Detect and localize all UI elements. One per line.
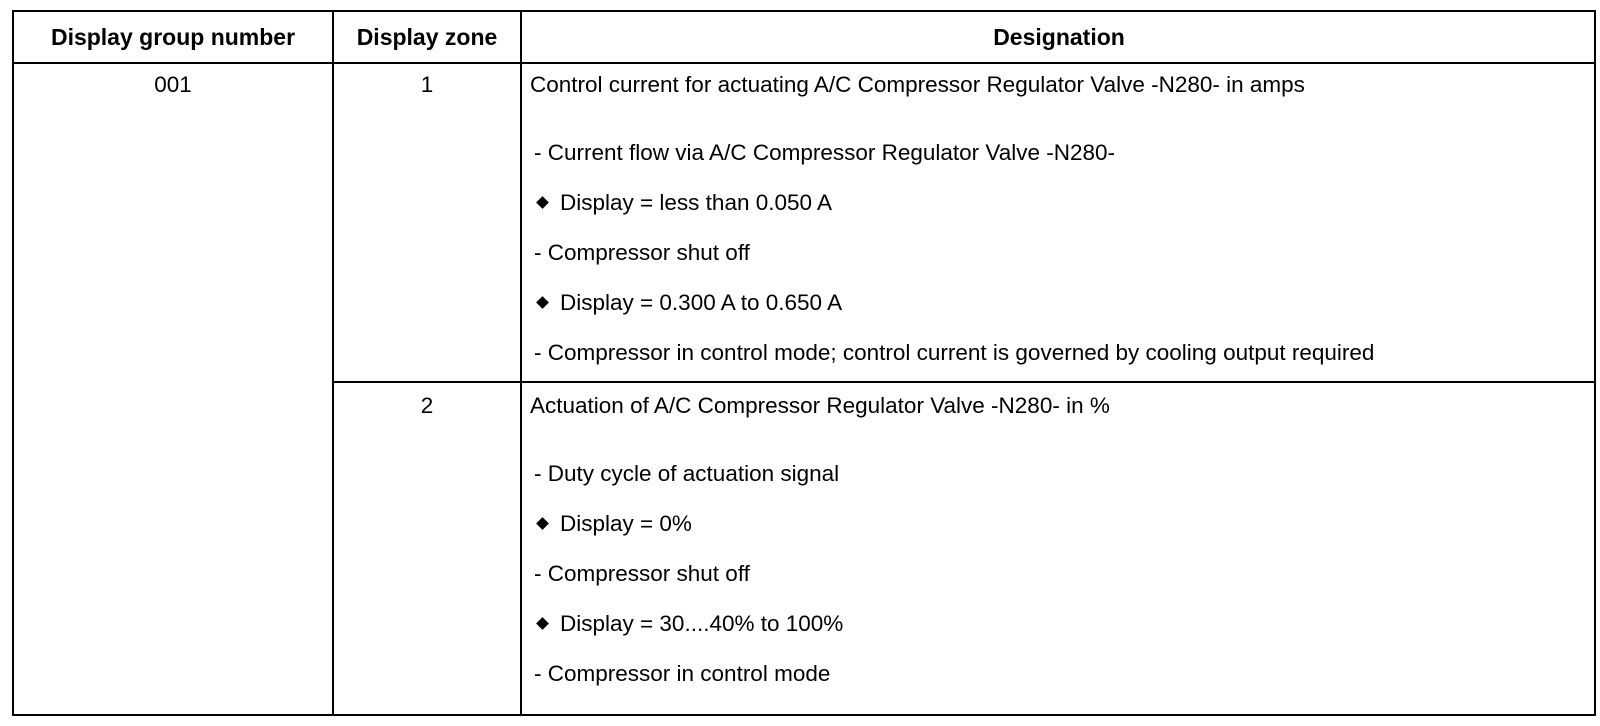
designation-line-bullet xyxy=(534,190,832,216)
header-display-group-number: Display group number xyxy=(50,23,296,50)
group-number-cell: 001 xyxy=(154,72,192,97)
diamond-bullet-icon xyxy=(536,617,549,630)
header-display-zone: Display zone xyxy=(356,23,498,50)
designation-line-dash: - Compressor shut off xyxy=(534,561,750,586)
diamond-bullet-icon xyxy=(536,517,549,530)
zone-number-cell: 1 xyxy=(420,72,434,97)
column-divider xyxy=(520,12,522,714)
header-designation: Designation xyxy=(993,23,1125,50)
designation-line-bullet xyxy=(534,511,692,537)
bullet-text: Display = 30....40% to 100% xyxy=(560,611,844,636)
diamond-bullet-icon xyxy=(536,296,549,309)
bullet-text: Display = less than 0.050 A xyxy=(560,190,833,215)
bullet-text: Display = 0% xyxy=(560,511,692,536)
bullet-text: Display = 0.300 A to 0.650 A xyxy=(560,290,843,315)
display-group-table xyxy=(12,10,1596,716)
designation-line-dash: - Compressor in control mode xyxy=(534,661,831,686)
designation-line-dash: - Current flow via A/C Compressor Regulator Valve -N280- xyxy=(534,140,1116,165)
header-divider xyxy=(14,62,1594,64)
designation-line-bullet xyxy=(534,611,843,637)
designation-line-bullet xyxy=(534,290,842,316)
column-divider xyxy=(332,12,334,714)
zone-number-cell: 2 xyxy=(420,393,434,418)
designation-line-dash: - Duty cycle of actuation signal xyxy=(534,461,840,486)
designation-line-dash: - Compressor shut off xyxy=(534,240,750,265)
zone-title: Control current for actuating A/C Compressor Regulator Valve -N280- in amps xyxy=(530,72,1305,97)
zone-title: Actuation of A/C Compressor Regulator Valve -N280- in % xyxy=(530,393,1110,418)
zone-row-divider xyxy=(332,381,1594,383)
designation-line-dash: - Compressor in control mode; control current is governed by cooling output required xyxy=(534,340,1375,365)
diamond-bullet-icon xyxy=(536,196,549,209)
